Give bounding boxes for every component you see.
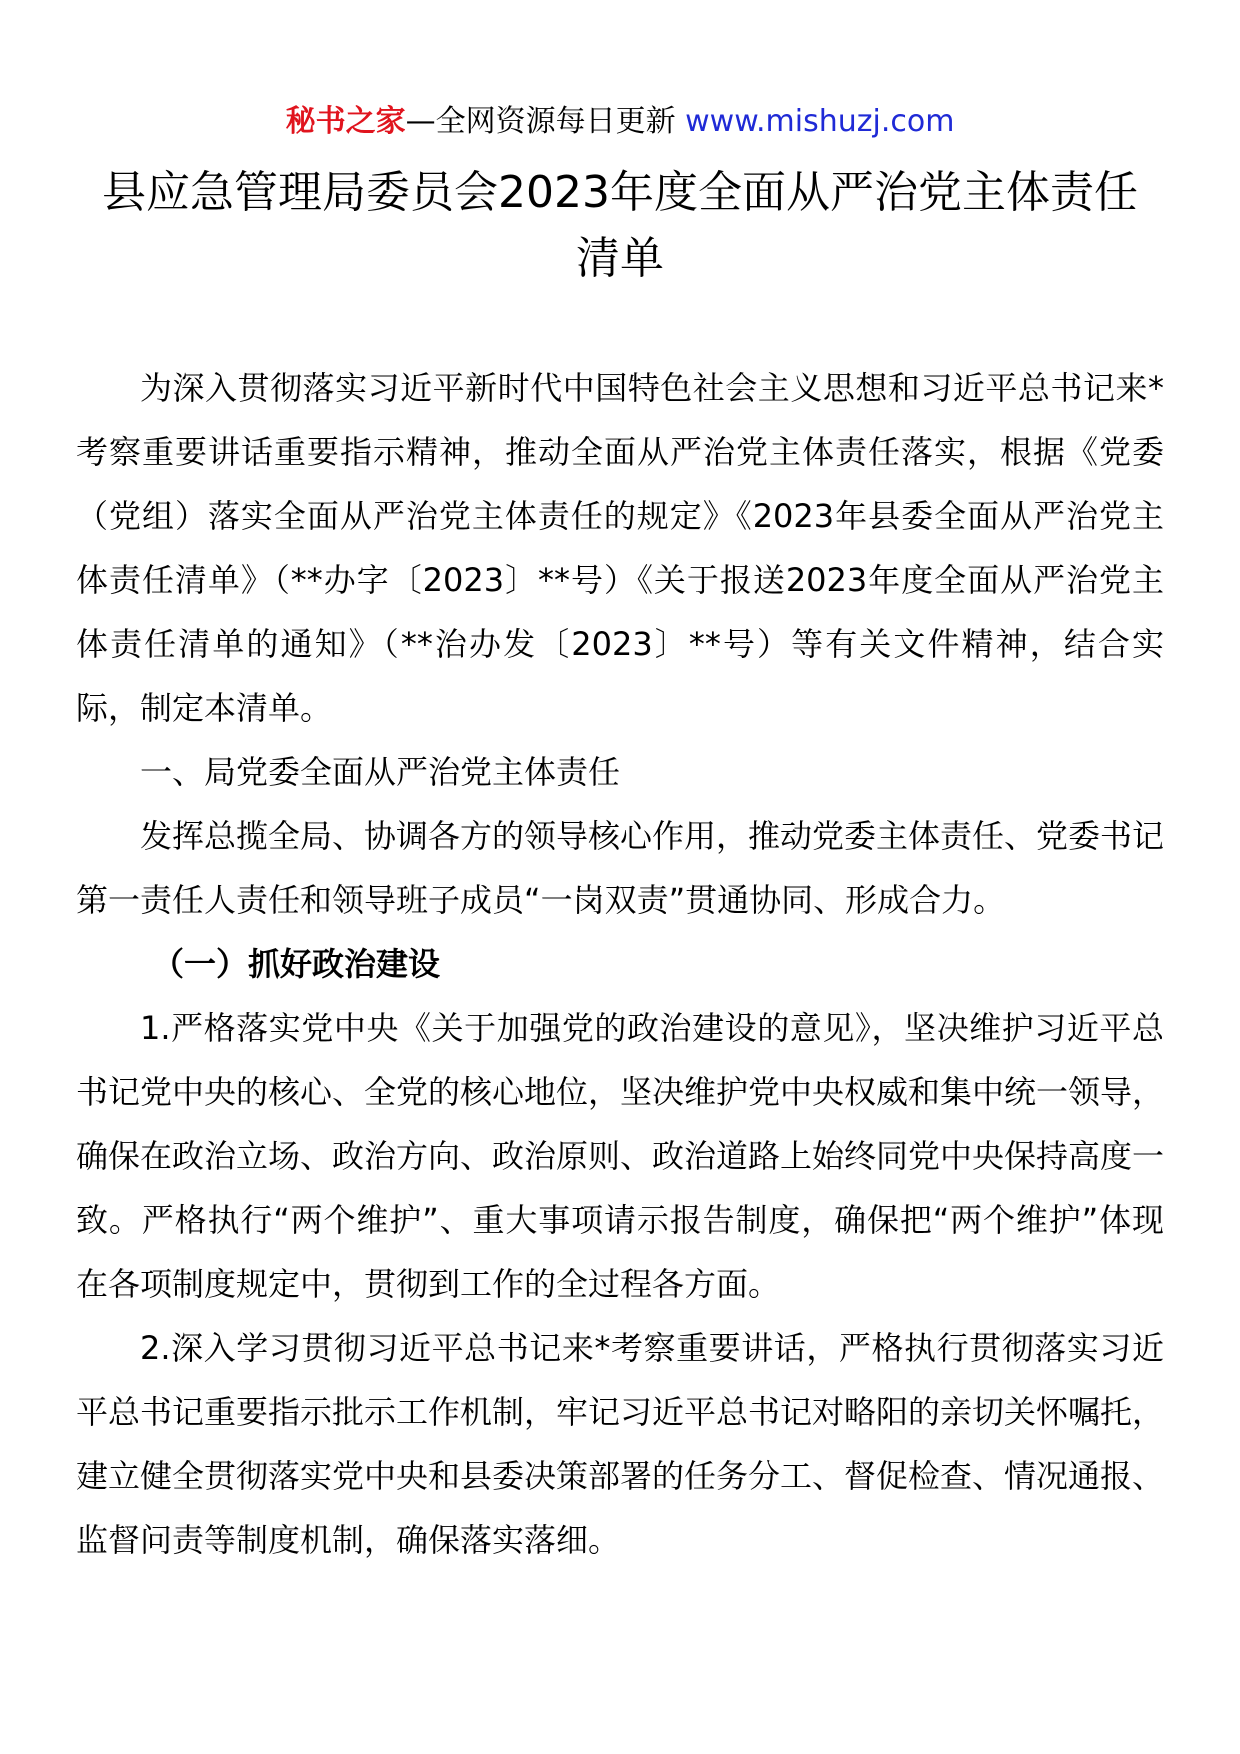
item-paragraph-2: 2.深入学习贯彻习近平总书记来*考察重要讲话，严格执行贯彻落实习近平总书记重要指示批示工作机制，牢记习近平总书记对略阳的亲切关怀嘱托，建立健全贯彻落实党中央和县委决策部署的任务分工、督促检查、情况通报、监督问责等制度机制，确保落实落细。	[76, 1329, 1165, 1559]
banner-brand: 秘书之家	[285, 104, 406, 139]
banner-url: www.mishuzj.com	[685, 104, 955, 139]
document-body	[76, 356, 1164, 1572]
section-heading: 一、局党委全面从严治党主体责任	[140, 753, 621, 791]
document-title: 县应急管理局委员会2023年度全面从严治党主体责任清单	[102, 167, 1138, 284]
section-intro-paragraph: 发挥总揽全局、协调各方的领导核心作用，推动党委主体责任、党委书记第一责任人责任和领导班子成员“一岗双责”贯通协同、形成合力。	[76, 817, 1165, 919]
watermark-banner	[0, 100, 1240, 144]
banner-tagline: —全网资源每日更新	[405, 104, 676, 139]
subsection-heading: （一）抓好政治建设	[152, 945, 441, 983]
item-paragraph-1: 1.严格落实党中央《关于加强党的政治建设的意见》，坚决维护习近平总书记党中央的核心、全党的核心地位，坚决维护党中央权威和集中统一领导，确保在政治立场、政治方向、政治原则、政治道路上始终同党中央保持高度一致。严格执行“两个维护”、重大事项请示报告制度，确保把“两个维护”体现在各项制度规定中，贯彻到工作的全过程各方面。	[76, 1009, 1165, 1303]
intro-paragraph: 为深入贯彻落实习近平新时代中国特色社会主义思想和习近平总书记来*考察重要讲话重要指示精神，推动全面从严治党主体责任落实，根据《党委（党组）落实全面从严治党主体责任的规定》《2023年县委全面从严治党主体责任清单》（**办字〔2023〕**号）《关于报送2023年度全面从严治党主体责任清单的通知》（**治办发〔2023〕**号）等有关文件精神，结合实际，制定本清单。	[76, 369, 1164, 727]
